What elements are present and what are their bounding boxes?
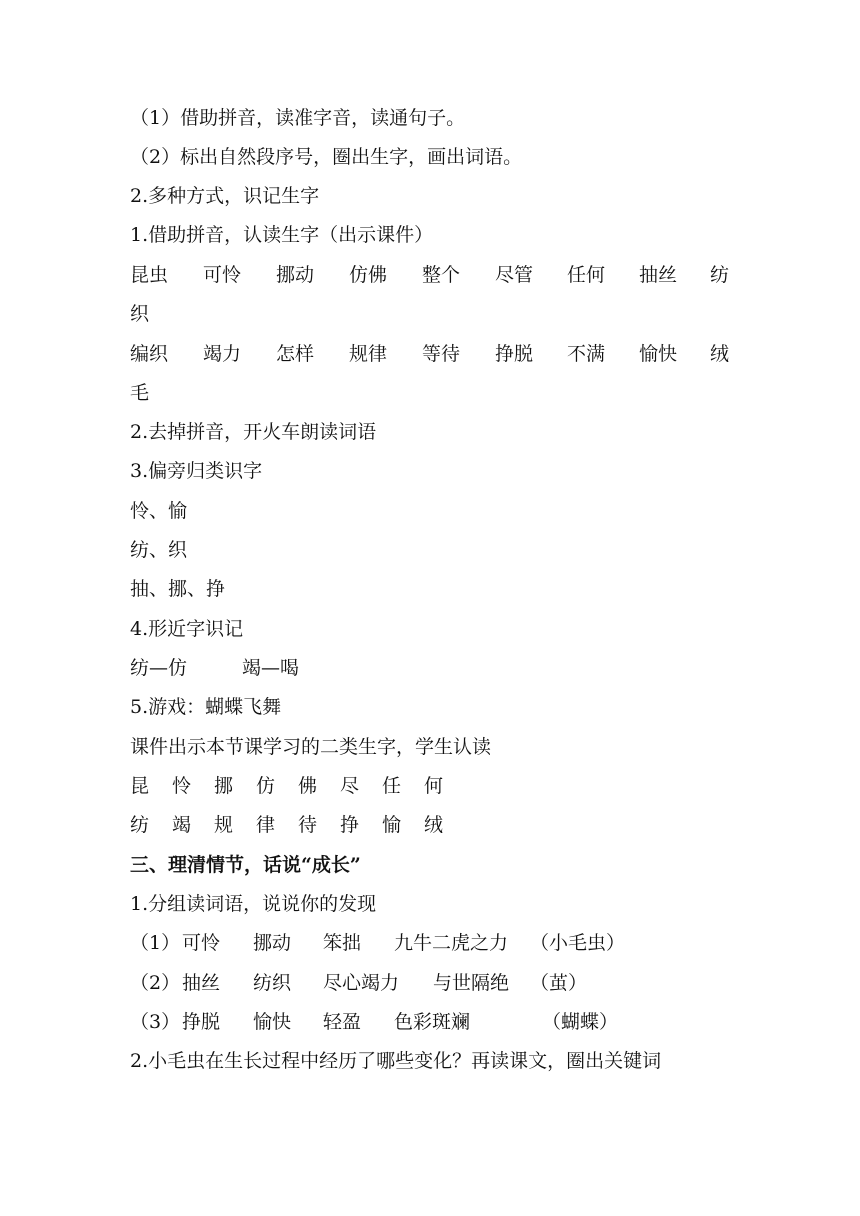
word-wrap: 织 [130, 303, 150, 325]
word: 色彩斑斓 [394, 1011, 471, 1033]
subheading-train-reading: 2.去掉拼音，开火车朗读词语 [130, 421, 377, 443]
word: 挣脱 [495, 343, 534, 365]
word-list-row [130, 342, 730, 366]
word: 纺 [710, 264, 730, 286]
word: 竭力 [203, 343, 242, 365]
group-number: （3） [130, 1011, 181, 1033]
char-pair: 纺—仿 [130, 657, 188, 679]
word-wrap: 毛 [130, 382, 150, 404]
char: 尽 [340, 775, 360, 797]
char: 纺 [130, 814, 150, 836]
char: 愉 [382, 814, 402, 836]
word: 可怜 [182, 932, 221, 954]
word: 等待 [422, 343, 461, 365]
group-tag: （茧） [530, 972, 588, 994]
word: 愉快 [253, 1011, 292, 1033]
char: 佛 [298, 775, 318, 797]
group-number: （2） [130, 972, 181, 994]
word: 抽丝 [182, 972, 221, 994]
group-tag: （蝴蝶） [542, 1011, 619, 1033]
subheading-pinyin-reading: 1.借助拼音，认读生字（出示课件） [130, 224, 434, 246]
char: 绒 [424, 814, 444, 836]
word: 抽丝 [639, 264, 678, 286]
word: 挪动 [276, 264, 315, 286]
word: 轻盈 [323, 1011, 362, 1033]
word: 尽管 [495, 264, 534, 286]
word: 尽心竭力 [323, 972, 400, 994]
radical-group: 纺、织 [130, 539, 188, 561]
word: 笨拙 [323, 932, 362, 954]
step-mark-paragraphs: （2）标出自然段序号，圈出生字，画出词语。 [130, 146, 523, 168]
char-pair: 竭—喝 [242, 657, 300, 679]
radical-group: 抽、挪、挣 [130, 578, 226, 600]
char: 规 [214, 814, 234, 836]
section-heading-memorize: 2.多种方式，识记生字 [130, 185, 320, 207]
group-row [130, 931, 730, 955]
question-line: 2.小毛虫在生长过程中经历了哪些变化？再读课文，圈出关键词 [130, 1050, 662, 1072]
subheading-similar-chars: 4.形近字识记 [130, 618, 244, 640]
group-tag: （小毛虫） [530, 932, 626, 954]
word: 九牛二虎之力 [394, 932, 509, 954]
radical-group: 怜、愉 [130, 500, 188, 522]
group-number: （1） [130, 932, 181, 954]
char: 何 [424, 775, 444, 797]
char: 竭 [172, 814, 192, 836]
instruction-line: 课件出示本节课学习的二类生字，学生认读 [130, 736, 492, 758]
word: 可怜 [203, 264, 242, 286]
char: 挣 [340, 814, 360, 836]
word: 怎样 [276, 343, 315, 365]
char: 律 [256, 814, 276, 836]
subheading-group-reading: 1.分组读词语，说说你的发现 [130, 893, 377, 915]
step-read-pinyin: （1）借助拼音，读准字音，读通句子。 [130, 107, 466, 129]
char: 昆 [130, 775, 150, 797]
word: 与世隔绝 [433, 972, 510, 994]
word: 昆虫 [130, 264, 169, 286]
char: 任 [382, 775, 402, 797]
word: 编织 [130, 343, 169, 365]
word: 挣脱 [182, 1011, 221, 1033]
char: 仿 [256, 775, 276, 797]
group-row [130, 971, 730, 995]
word: 仿佛 [349, 264, 388, 286]
word: 整个 [422, 264, 461, 286]
word: 不满 [567, 343, 606, 365]
char: 挪 [214, 775, 234, 797]
word: 挪动 [253, 932, 292, 954]
word-list-row [130, 263, 730, 287]
word: 规律 [349, 343, 388, 365]
similar-chars-row [130, 656, 730, 680]
subheading-radical-grouping: 3.偏旁归类识字 [130, 460, 263, 482]
word: 纺织 [253, 972, 292, 994]
char: 待 [298, 814, 318, 836]
char-list-row [130, 774, 730, 798]
section-heading-plot: 三、理清情节，话说“成长” [130, 854, 361, 876]
word: 愉快 [639, 343, 678, 365]
subheading-butterfly-game: 5.游戏：蝴蝶飞舞 [130, 696, 282, 718]
word: 任何 [567, 264, 606, 286]
word: 绒 [710, 343, 730, 365]
char-list-row [130, 813, 730, 837]
group-row [130, 1010, 730, 1034]
char: 怜 [172, 775, 192, 797]
